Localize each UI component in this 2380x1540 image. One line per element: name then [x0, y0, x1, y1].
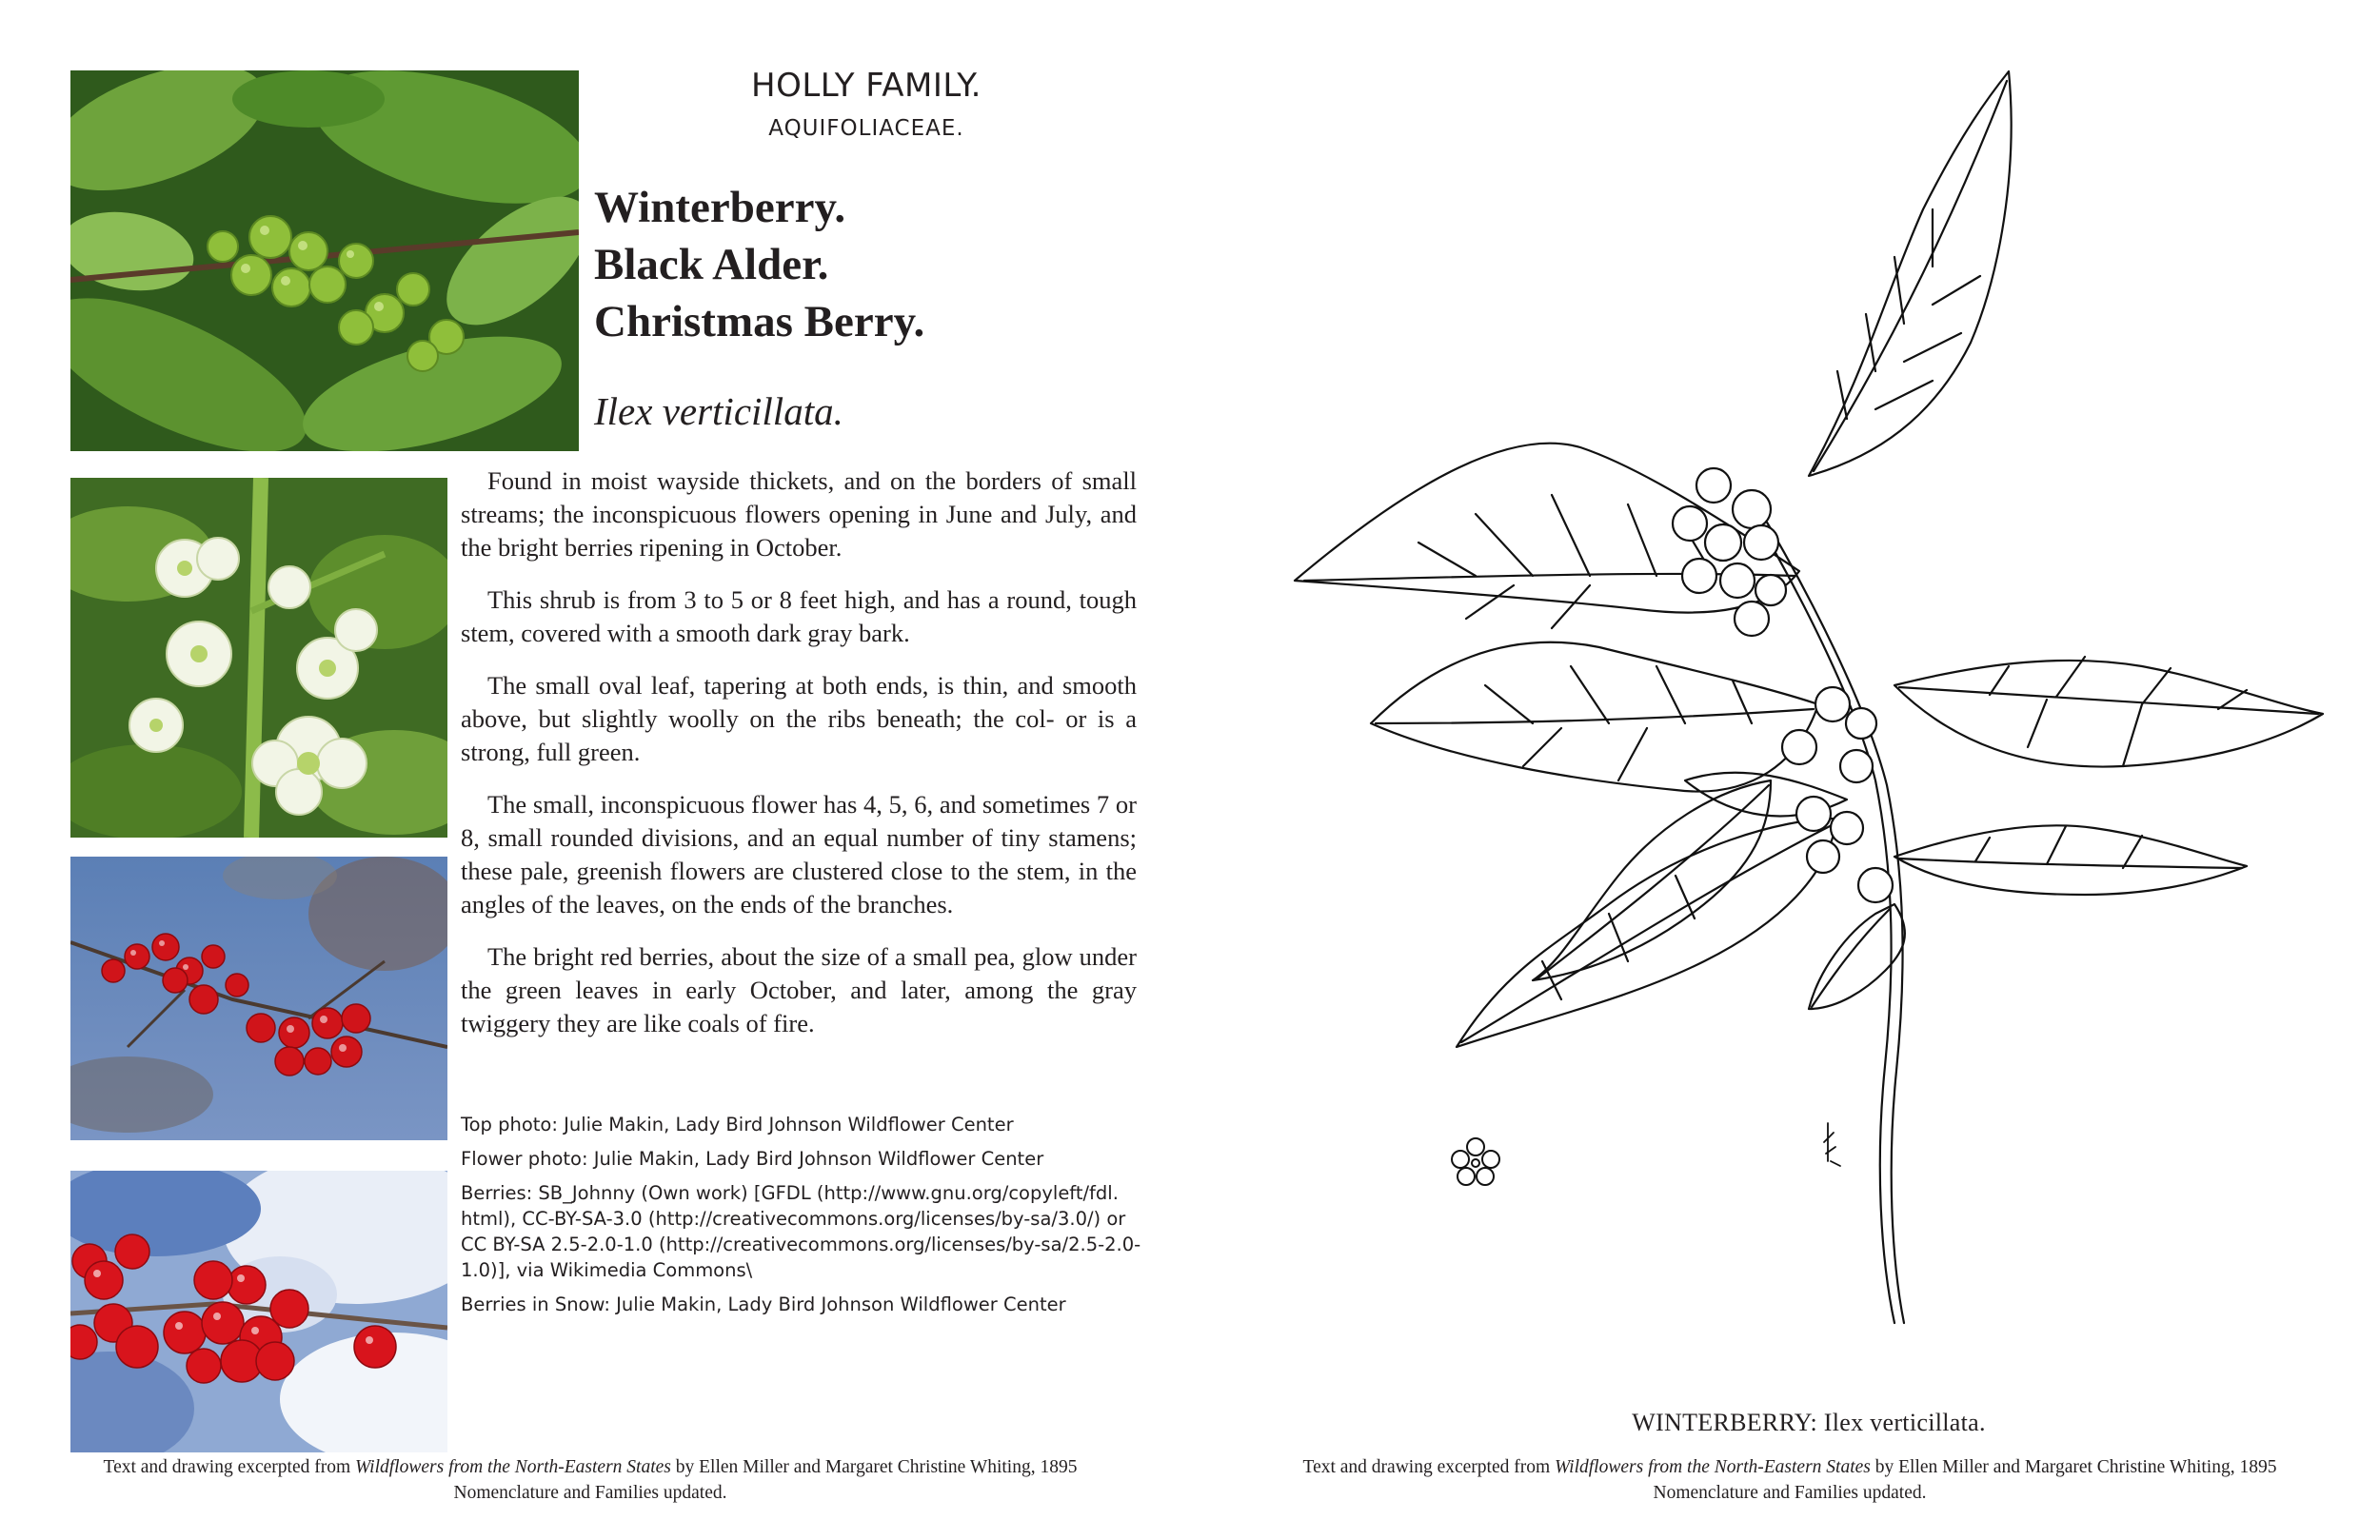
winterberry-drawing — [1266, 57, 2342, 1352]
paragraph: This shrub is from 3 to 5 or 8 feet high, and has a round, tough stem, covered with a smooth dark gray bark. — [461, 585, 1137, 647]
footer-book-title: Wildflowers from the North-Eastern States — [1555, 1457, 1871, 1477]
berries-in-snow-photo — [70, 1171, 447, 1452]
credit-line: Flower photo: Julie Makin, Lady Bird Johnson Wildflower Center — [461, 1148, 1044, 1170]
flower-detail — [1452, 1138, 1499, 1185]
footer-suffix: by Ellen Miller and Margaret Christine Whiting, 1895 — [670, 1457, 1078, 1477]
footer-prefix: Text and drawing excerpted from — [103, 1457, 356, 1477]
footer-note: Nomenclature and Families updated. — [1653, 1483, 1927, 1503]
scientific-name: Ilex verticillata. — [594, 389, 843, 433]
credit-line: Berries in Snow: Julie Makin, Lady Bird Johnson Wildflower Center — [461, 1293, 1066, 1315]
leaf — [1371, 642, 1818, 792]
leaf — [1533, 780, 1771, 980]
footer-suffix: by Ellen Miller and Margaret Christine Whiting, 1895 — [1870, 1457, 2277, 1477]
photo-credits — [461, 1112, 1146, 1326]
common-name-1: Winterberry. — [594, 183, 846, 232]
berry-cluster — [1673, 468, 1893, 902]
footer-right — [1257, 1454, 2323, 1506]
family-latin-heading: AQUIFOLIACEAE. — [768, 116, 964, 141]
credit-line: Berries: SB_Johnny (Own work) [GFDL (http://www.gnu.org/copyleft/fdl. html), CC-BY-SA-3.0 (http://creativecommons.org/licenses/by-sa/3.0/) or CC BY-SA 2.5-2.0-1.0 (http://creativecommons.org/licenses/by-sa/2.5-2.0-1.0)], via Wikimedia Commons\ — [461, 1182, 1141, 1281]
credit-line: Top photo: Julie Makin, Lady Bird Johnson Wildflower Center — [461, 1114, 1014, 1135]
family-heading: HOLLY FAMILY. — [751, 67, 982, 105]
footer-book-title: Wildflowers from the North-Eastern States — [355, 1457, 671, 1477]
footer-left — [57, 1454, 1123, 1506]
white-flowers-photo — [70, 478, 447, 838]
paragraph: The small oval leaf, tapering at both ends, is thin, and smooth above, but slightly woolly on the ribs beneath; the col- or is a strong, full green. — [461, 671, 1137, 766]
common-name-3: Christmas Berry. — [594, 297, 925, 346]
common-name-2: Black Alder. — [594, 240, 829, 289]
common-names — [594, 179, 924, 350]
leaf — [1894, 661, 2323, 767]
paragraph: The small, inconspicuous flower has 4, 5, 6, and sometimes 7 or 8, small rounded divisions, and an equal number of tiny stamens; these pale, greenish flowers are clustered close to the stem, in the angles of the leaves, on the ends of the branches. — [461, 790, 1137, 918]
footer-prefix: Text and drawing excerpted from — [1302, 1457, 1556, 1477]
leaf — [1809, 71, 2012, 476]
green-berries-photo — [70, 70, 579, 451]
stamen-detail — [1824, 1123, 1840, 1166]
paragraph: The bright red berries, about the size of a small pea, glow under the green leaves in early October, and later, among the gray twiggery they are like coals of fire. — [461, 942, 1137, 1037]
drawing-caption: WINTERBERRY: Ilex verticillata. — [1632, 1409, 1986, 1436]
description-text — [461, 464, 1137, 1059]
footer-note: Nomenclature and Families updated. — [453, 1483, 727, 1503]
paragraph: Found in moist wayside thickets, and on the borders of small streams; the inconspicuous flowers opening in June and July, and the bright berries ripening in October. — [461, 466, 1137, 562]
red-berries-photo — [70, 857, 447, 1140]
